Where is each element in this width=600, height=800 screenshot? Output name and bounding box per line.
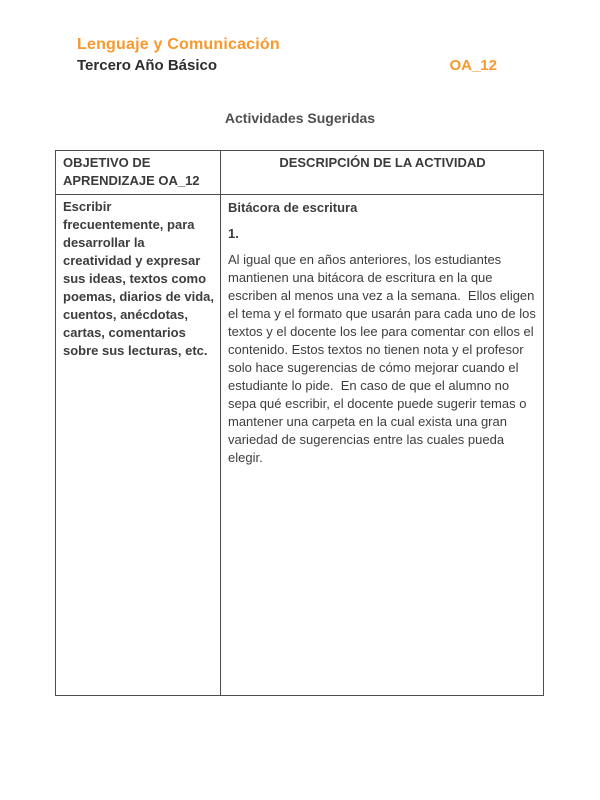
oa-code-label: OA_12 [449,57,497,74]
activity-cell [221,195,544,696]
table-header-row [56,151,544,195]
objective-cell [56,195,221,696]
table-body-row [56,195,544,696]
section-title: Actividades Sugeridas [224,110,376,126]
activity-item-number: 1. [228,226,239,241]
activity-description: Al igual que en años anteriores, los estudiantes mantienen una bitácora de escritura en la que escriben al menos una vez a la semana. Ellos eligen el tema y el formato que usarán para cada uno de los textos y el docente los lee para comentar con ellos el contenido. Estos textos no tienen nota y el profesor solo hace sugerencias de cómo mejorar cuando el estudiante lo pide. En caso de que el alumno no sepa qué escribir, el docente puede sugerir temas o mantener una carpeta en la cual exista una gran variedad de sugerencias entre las cuales pueda elegir. [228,252,540,465]
objective-column-header: OBJETIVO DE APRENDIZAJE OA_12 [56,151,221,195]
objective-text: Escribir frecuentemente, para desarrollar la creatividad y expresar sus ideas, textos como poemas, diarios de vida, cuentos, anécdotas, cartas, comentarios sobre sus lecturas, etc. [63,199,214,358]
grade-subtitle: Tercero Año Básico [77,57,218,74]
activity-title: Bitácora de escritura [228,200,358,215]
document-header [77,34,280,76]
activity-column-header: DESCRIPCIÓN DE LA ACTIVIDAD [221,151,544,195]
subject-title: Lenguaje y Comunicación [77,36,280,53]
activities-table [55,150,544,696]
